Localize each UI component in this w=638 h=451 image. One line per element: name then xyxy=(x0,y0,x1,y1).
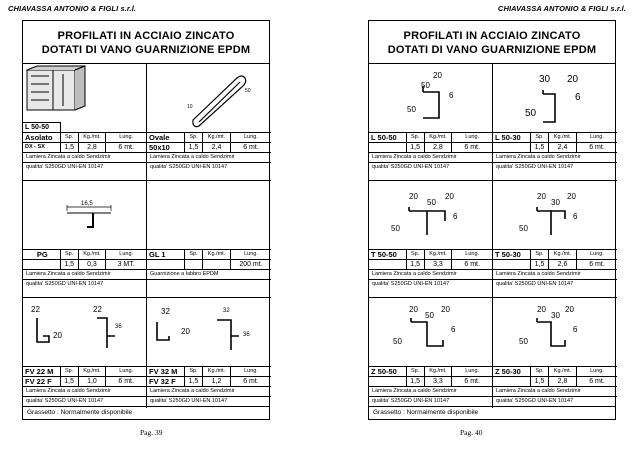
product-tag: L 50-50 xyxy=(23,122,61,132)
sp-value: 1,5 xyxy=(185,143,203,152)
sp-value: 1,5 xyxy=(61,377,79,386)
dimension-label: 50 xyxy=(407,105,416,114)
product-drawing xyxy=(493,298,617,366)
dimension-label: 20 xyxy=(409,305,418,314)
kg-label: Kg./mt. xyxy=(79,250,107,259)
material-quality: qualita' S250GD UNI-EN 10147 xyxy=(147,396,271,406)
sp-value: 1,5 xyxy=(185,377,203,386)
sp-label: Sp. xyxy=(407,133,425,142)
product-cell-ovale xyxy=(147,64,271,181)
product-spec-header xyxy=(147,366,271,376)
material-desc: Lamiera Zincata a caldo Sendzimir xyxy=(493,152,617,162)
kg-label: Kg./mt. xyxy=(549,367,577,376)
kg-value: 2,8 xyxy=(549,377,577,386)
product-drawing xyxy=(369,298,492,366)
product-name: Ovale xyxy=(147,133,185,142)
product-name: PG xyxy=(23,250,61,259)
product-subname: 50x10 xyxy=(147,143,185,152)
sp-value: 1,5 xyxy=(407,260,425,269)
sp-label: Sp. xyxy=(61,367,79,376)
lung-value: 6 mt. xyxy=(589,261,605,268)
product-drawing xyxy=(147,64,271,132)
material-desc: Lamiera Zincata a caldo Sendzimir xyxy=(23,269,146,279)
product-cell-fv22 xyxy=(23,298,147,408)
sp-label: Sp. xyxy=(185,367,203,376)
sp-value: 1,5 xyxy=(61,260,79,269)
dimension-label: 6 xyxy=(573,212,578,221)
sp-label: Sp. xyxy=(531,367,549,376)
product-spec-values xyxy=(369,142,492,152)
lung-value: 6 mt. xyxy=(118,378,134,385)
sp-value: 1,5 xyxy=(407,377,425,386)
sp-value: 1,5 xyxy=(407,143,425,152)
dimension-label: 30 xyxy=(551,311,560,320)
lung-value: 6 mt. xyxy=(589,378,605,385)
product-spec-header xyxy=(147,249,271,259)
product-spec-header xyxy=(23,249,146,259)
dimension-label: 6 xyxy=(575,92,581,103)
dimension-label: 50 xyxy=(427,198,436,207)
product-subname xyxy=(147,260,185,269)
product-name: Z 50-50 xyxy=(369,367,407,376)
page-number-left: Pag. 39 xyxy=(140,428,163,437)
material-quality: qualita' S250GD UNI-EN 10147 xyxy=(369,396,492,406)
kg-label: Kg./mt. xyxy=(425,133,453,142)
sp-label: Sp. xyxy=(531,133,549,142)
product-name: FV 22 M xyxy=(23,367,61,376)
sp-value: 1,5 xyxy=(61,143,79,152)
product-subname xyxy=(369,377,407,386)
product-spec-header xyxy=(23,366,146,376)
dimension-label: 50 xyxy=(525,108,537,119)
sp-value: 1,5 xyxy=(531,143,549,152)
dimension-label: 10 xyxy=(187,104,193,110)
kg-value: 2,6 xyxy=(549,260,577,269)
catalog-page-left xyxy=(22,20,270,420)
page-title xyxy=(23,21,269,64)
lung-value: 6 mt. xyxy=(464,144,480,151)
product-subname: DX - SX xyxy=(23,143,61,152)
product-cell-t5050 xyxy=(369,181,493,298)
product-name: T 50-30 xyxy=(493,250,531,259)
product-name: GL 1 xyxy=(147,250,185,259)
sp-label: Sp. xyxy=(61,250,79,259)
material-quality: qualita' S250GD UNI-EN 10147 xyxy=(369,279,492,289)
dimension-label: 22 xyxy=(31,305,40,314)
lung-value: 6 mt. xyxy=(589,144,605,151)
lung-value: 3 MT. xyxy=(117,261,135,268)
page-number-right: Pag. 40 xyxy=(460,428,483,437)
lung-label: Lung. xyxy=(465,134,480,140)
dimension-label: 30 xyxy=(551,198,560,207)
lung-label: Lung. xyxy=(465,251,480,257)
kg-value: 1,2 xyxy=(203,377,231,386)
lung-value: 6 mt. xyxy=(464,261,480,268)
material-quality: qualita' S250GD UNI-EN 10147 xyxy=(493,279,617,289)
product-cell-pg xyxy=(23,181,147,298)
product-name: Asolato xyxy=(23,133,61,142)
material-desc: Lamiera Zincata a caldo Sendzimir xyxy=(369,386,492,396)
product-subname xyxy=(369,143,407,152)
sp-label: Sp. xyxy=(531,250,549,259)
dimension-label: 50 xyxy=(393,337,402,346)
product-drawing xyxy=(23,298,146,366)
product-spec-header xyxy=(493,366,617,376)
catalog-page-right xyxy=(368,20,616,420)
product-name: Z 50-30 xyxy=(493,367,531,376)
lung-value: 6 mt. xyxy=(118,144,134,151)
product-subname xyxy=(493,377,531,386)
dimension-label: 32 xyxy=(161,307,170,316)
dimension-label: 20 xyxy=(441,305,450,314)
kg-value: 3,3 xyxy=(425,377,453,386)
footer-note: Grassetto : Normalmente disponibile xyxy=(23,406,269,419)
product-name: T 50-50 xyxy=(369,250,407,259)
kg-value: 2,8 xyxy=(79,143,107,152)
product-name: L 50-30 xyxy=(493,133,531,142)
product-subname xyxy=(493,260,531,269)
dimension-label: 20 xyxy=(567,74,579,85)
sp-label: Sp. xyxy=(185,133,203,142)
product-cell-l5050-asolato xyxy=(23,64,147,181)
product-spec-values xyxy=(23,142,146,152)
dimension-label: 20 xyxy=(409,192,418,201)
dimension-label: 50 xyxy=(245,88,251,94)
dimension-label: 6 xyxy=(451,325,456,334)
lung-value: 200 mt. xyxy=(239,261,263,268)
dimension-label: 20 xyxy=(567,192,576,201)
dimension-label: 20 xyxy=(537,192,546,201)
product-name: L 50-50 xyxy=(369,133,407,142)
dimension-label: 20 xyxy=(181,327,190,336)
dimension-label: 20 xyxy=(53,331,62,340)
sp-label: Sp. xyxy=(61,133,79,142)
lung-label: Lung. xyxy=(590,134,604,140)
product-spec-header xyxy=(369,249,492,259)
dimension-label: 16,5 xyxy=(81,201,93,207)
product-drawing xyxy=(147,298,271,366)
kg-label: Kg./mt. xyxy=(549,250,577,259)
kg-label: Kg./mt. xyxy=(203,250,231,259)
product-drawing xyxy=(147,181,271,249)
product-drawing xyxy=(369,181,492,249)
lung-label: Lung. xyxy=(244,251,258,257)
kg-label: Kg./mt. xyxy=(79,133,107,142)
product-cell-z5050 xyxy=(369,298,493,408)
dimension-label: 36 xyxy=(115,324,122,330)
product-drawing xyxy=(493,181,617,249)
material-desc: Lamiera Zincata a caldo Sendzimir xyxy=(493,386,617,396)
product-spec-header xyxy=(369,132,492,142)
material-desc: Guarnizione a labbro EPDM xyxy=(147,269,271,279)
material-quality: qualita' S250GD UNI-EN 10147 xyxy=(369,162,492,172)
title-line-1: PROFILATI IN ACCIAIO ZINCATO xyxy=(403,30,581,42)
company-name-right: CHIAVASSA ANTONIO & FIGLI s.r.l. xyxy=(497,4,626,13)
material-quality: qualita' S250GD UNI-EN 10147 xyxy=(23,396,146,406)
dimension-label: 50 xyxy=(519,337,528,346)
kg-value: 2,4 xyxy=(203,143,231,152)
sp-value: 1,5 xyxy=(531,260,549,269)
dimension-label: 32 xyxy=(223,308,230,314)
product-name: FV 32 M xyxy=(147,367,185,376)
lung-label: Lung. xyxy=(590,251,604,257)
product-cell-l5050 xyxy=(369,64,493,181)
material-desc: Lamiera Zincata a caldo Sendzimir xyxy=(23,152,146,162)
page-title xyxy=(369,21,615,64)
lung-label: Lung. xyxy=(119,251,134,257)
product-drawing xyxy=(369,64,492,132)
kg-value: 1,0 xyxy=(79,377,107,386)
product-spec-values xyxy=(369,259,492,269)
kg-value: 3,3 xyxy=(425,260,453,269)
product-spec-values xyxy=(147,376,271,386)
dimension-label: 6 xyxy=(453,212,458,221)
material-desc: Lamiera Zincata a caldo Sendzimir xyxy=(369,269,492,279)
company-name-left: CHIAVASSA ANTONIO & FIGLI s.r.l. xyxy=(8,4,137,13)
kg-value: 0,3 xyxy=(79,260,107,269)
lung-label: Lung. xyxy=(244,368,258,374)
lung-label: Lung. xyxy=(119,368,134,374)
dimension-label: 22 xyxy=(93,305,102,314)
product-spec-values xyxy=(369,376,492,386)
material-quality: qualita' S250GD UNI-EN 10147 xyxy=(23,162,146,172)
product-subname: FV 32 F xyxy=(147,377,185,386)
sp-label: Sp. xyxy=(185,250,203,259)
dimension-label: 20 xyxy=(565,305,574,314)
kg-label: Kg./mt. xyxy=(425,250,453,259)
material-desc: Lamiera Zincata a caldo Sendzimir xyxy=(147,386,271,396)
product-drawing xyxy=(23,181,146,249)
product-spec-header xyxy=(23,132,146,142)
material-quality: qualita' S250GD UNI-EN 10147 xyxy=(147,162,271,172)
dimension-label: 36 xyxy=(243,332,250,338)
material-quality xyxy=(147,279,271,289)
product-spec-header xyxy=(369,366,492,376)
product-spec-values xyxy=(493,376,617,386)
product-cell-gl1 xyxy=(147,181,271,298)
product-spec-header xyxy=(147,132,271,142)
product-spec-header xyxy=(493,132,617,142)
kg-value: 2,4 xyxy=(549,143,577,152)
sp-value: 1,5 xyxy=(531,377,549,386)
kg-label: Kg./mt. xyxy=(425,367,453,376)
kg-label: Kg./mt. xyxy=(79,367,107,376)
product-spec-values xyxy=(147,259,271,269)
product-subname xyxy=(369,260,407,269)
material-quality: qualita' S250GD UNI-EN 10147 xyxy=(493,396,617,406)
dimension-label: 50 xyxy=(421,81,430,90)
product-spec-values xyxy=(147,142,271,152)
dimension-label: 6 xyxy=(449,91,454,100)
product-subname xyxy=(23,260,61,269)
material-quality: qualita' S250GD UNI-EN 10147 xyxy=(23,279,146,289)
dimension-label: 50 xyxy=(519,224,528,233)
product-cell-z5030 xyxy=(493,298,617,408)
dimension-label: 20 xyxy=(445,192,454,201)
sp-value xyxy=(185,260,203,269)
footer-note: Grassetto : Normalmente disponibile xyxy=(369,406,615,419)
title-line-2: DOTATI DI VANO GUARNIZIONE EPDM xyxy=(41,44,251,56)
dimension-label: 50 xyxy=(391,224,400,233)
product-spec-values xyxy=(493,259,617,269)
dimension-label: 50 xyxy=(425,311,434,320)
product-cell-fv32 xyxy=(147,298,271,408)
product-spec-header xyxy=(493,249,617,259)
title-line-1: PROFILATI IN ACCIAIO ZINCATO xyxy=(57,30,235,42)
sp-label: Sp. xyxy=(407,367,425,376)
product-cell-t5030 xyxy=(493,181,617,298)
dimension-label: 30 xyxy=(539,74,551,85)
lung-value: 6 mt. xyxy=(243,144,259,151)
kg-label: Kg./mt. xyxy=(203,133,231,142)
lung-value: 6 mt. xyxy=(243,378,259,385)
material-desc: Lamiera Zincata a caldo Sendzimir xyxy=(23,386,146,396)
product-spec-values xyxy=(23,259,146,269)
material-desc: Lamiera Zincata a caldo Sendzimir xyxy=(147,152,271,162)
product-subname xyxy=(493,143,531,152)
dimension-label: 20 xyxy=(433,71,442,80)
kg-label: Kg./mt. xyxy=(203,367,231,376)
material-desc: Lamiera Zincata a caldo Sendzimir xyxy=(493,269,617,279)
product-subname: FV 22 F xyxy=(23,377,61,386)
sp-label: Sp. xyxy=(407,250,425,259)
title-line-2: DOTATI DI VANO GUARNIZIONE EPDM xyxy=(387,44,597,56)
product-spec-values xyxy=(23,376,146,386)
dimension-label: 6 xyxy=(573,325,578,334)
dimension-label: 20 xyxy=(537,305,546,314)
lung-label: Lung. xyxy=(244,134,258,140)
product-spec-values xyxy=(493,142,617,152)
lung-value: 6 mt. xyxy=(464,378,480,385)
product-drawing xyxy=(493,64,617,132)
lung-label: Lung. xyxy=(465,368,480,374)
kg-value xyxy=(203,260,231,269)
lung-label: Lung. xyxy=(590,368,604,374)
material-quality: qualita' S250GD UNI-EN 10147 xyxy=(493,162,617,172)
kg-value: 2,8 xyxy=(425,143,453,152)
product-cell-l5030 xyxy=(493,64,617,181)
material-desc: Lamiera Zincata a caldo Sendzimir xyxy=(369,152,492,162)
kg-label: Kg./mt. xyxy=(549,133,577,142)
lung-label: Lung. xyxy=(119,134,134,140)
